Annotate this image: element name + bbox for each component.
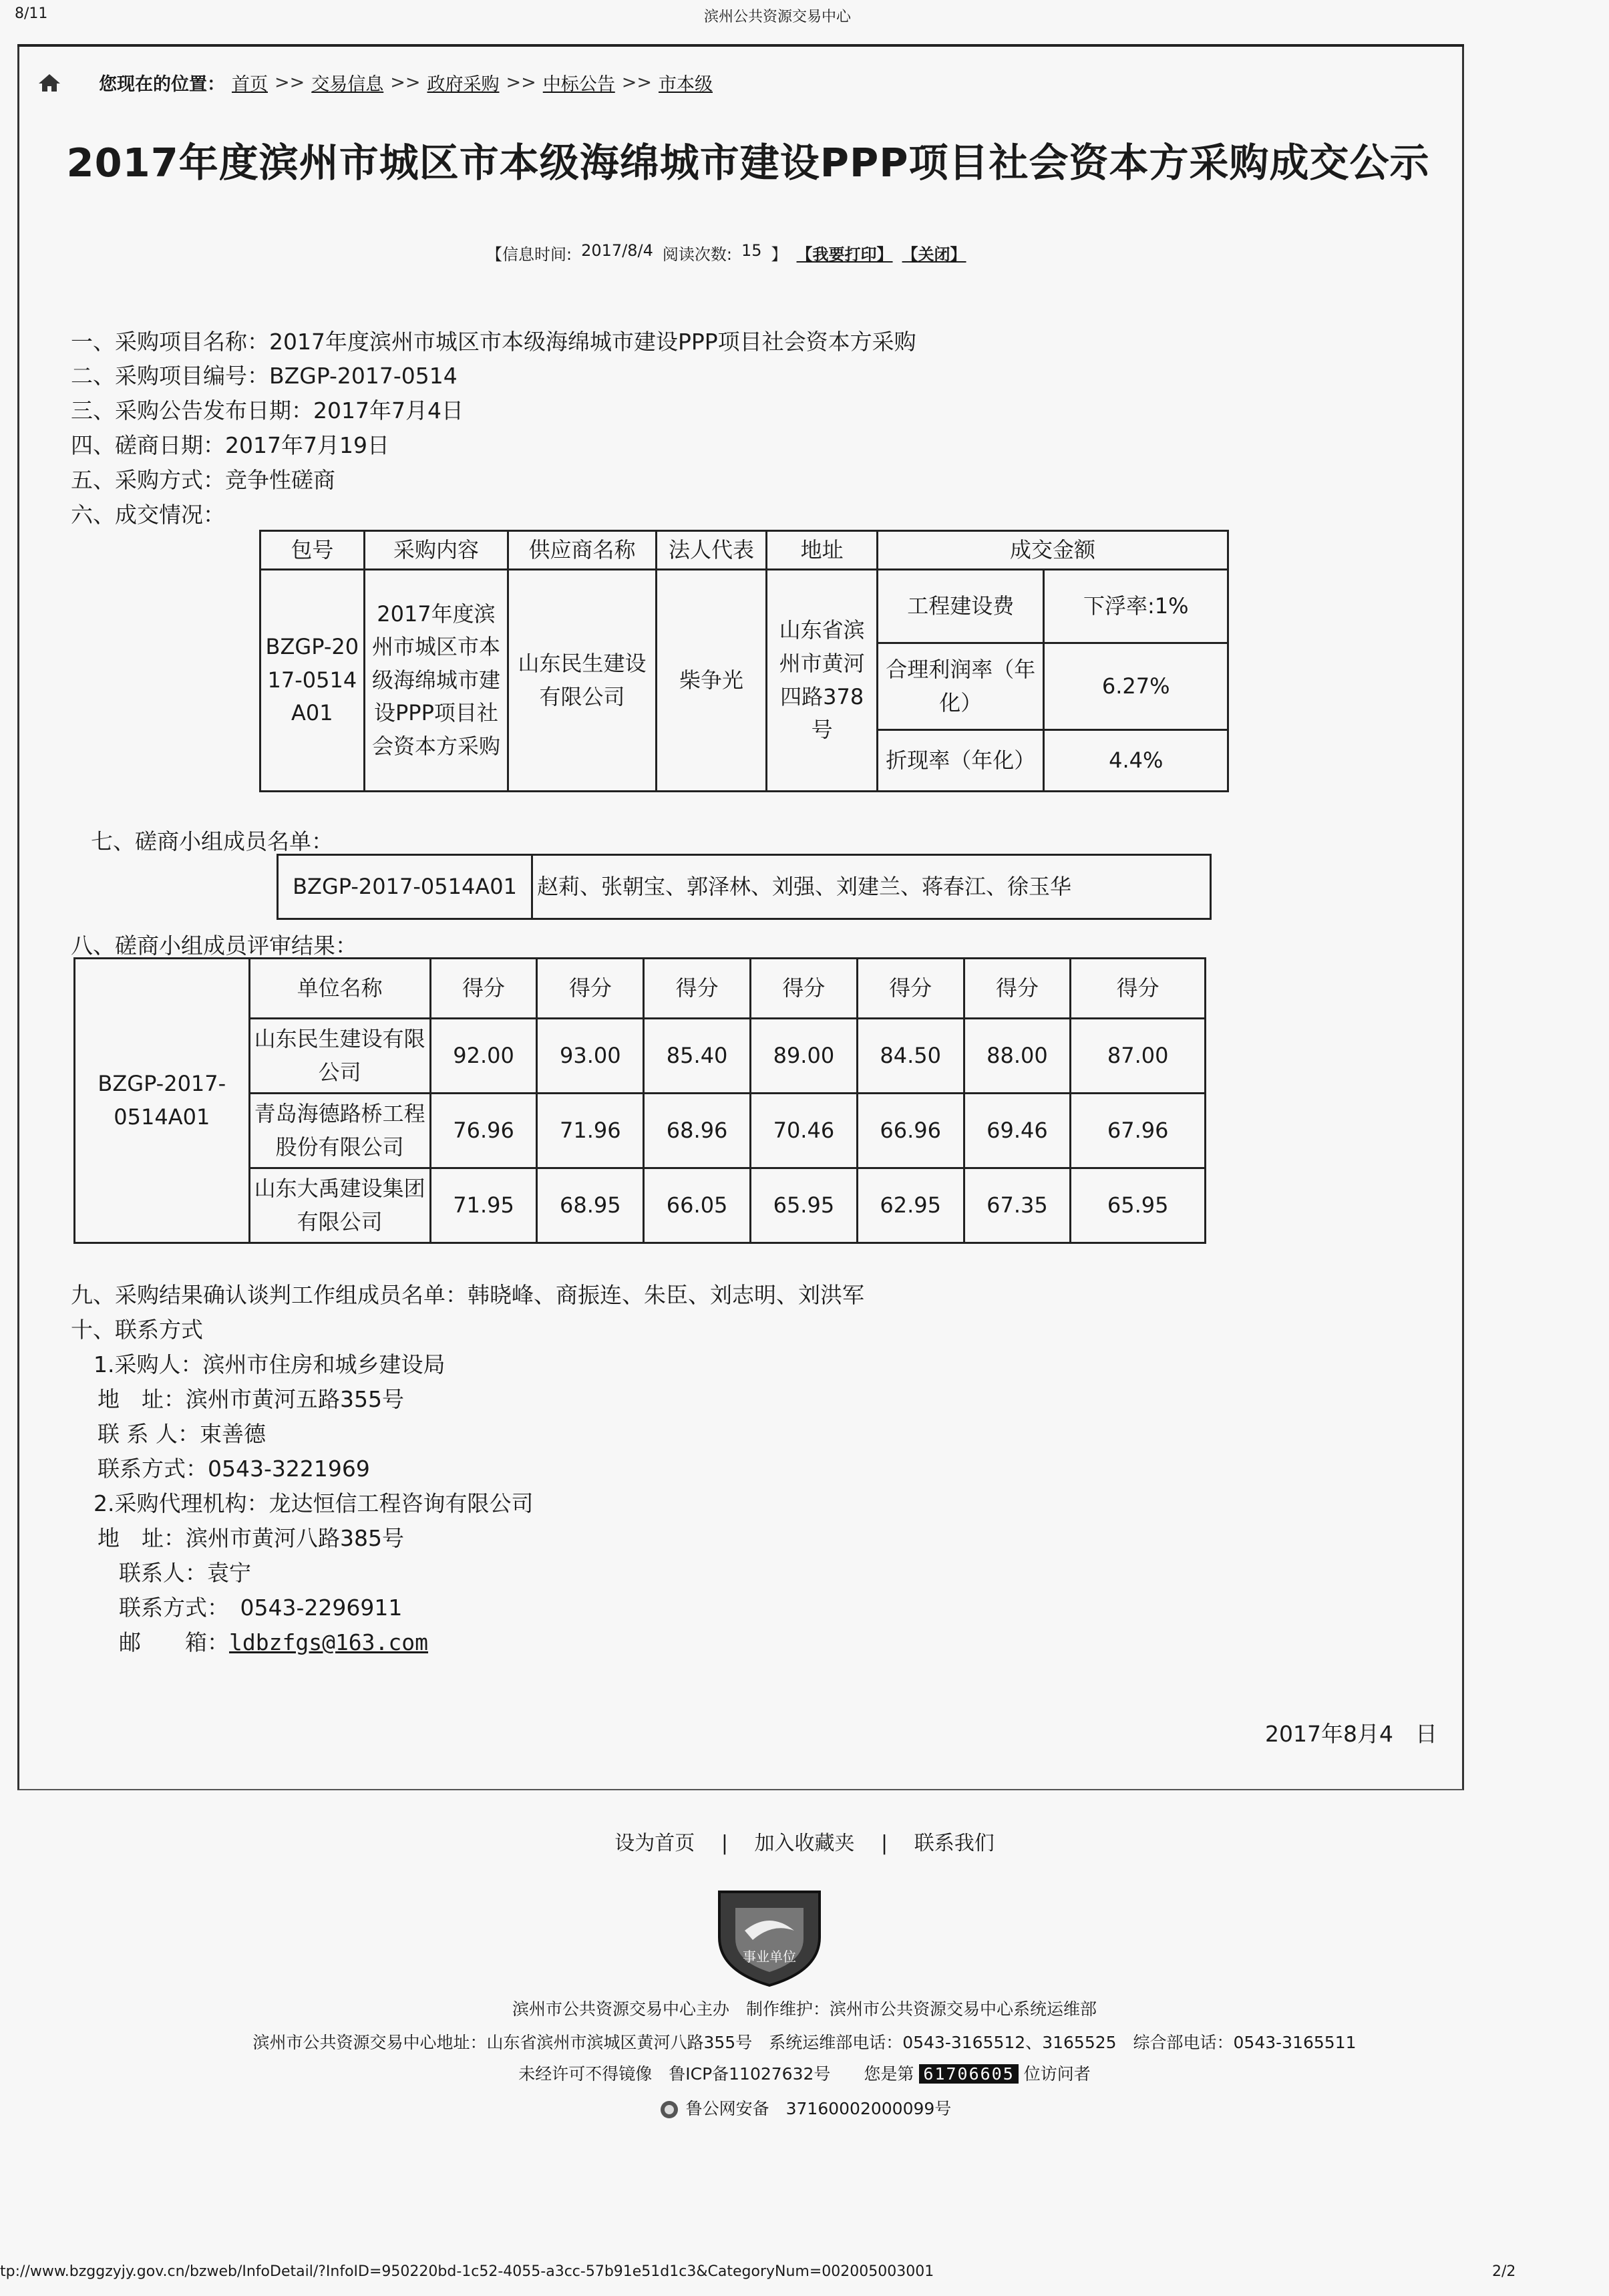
- print-page-number: 2/2: [1492, 2263, 1516, 2280]
- unit-name: 山东民生建设有限公司: [249, 1019, 430, 1094]
- contact-agency: 2.采购代理机构：龙达恒信工程咨询有限公司: [94, 1490, 534, 1516]
- score-cell: 62.95: [857, 1168, 964, 1243]
- contact-agency-address: 地 址：滨州市黄河八路385号: [98, 1525, 404, 1551]
- score-cell: 68.95: [537, 1168, 644, 1243]
- item-deal-status: 六、成交情况：: [71, 502, 225, 528]
- print-time: 8/11: [15, 5, 48, 22]
- score-cell: 84.50: [857, 1019, 964, 1094]
- footer-police: [0, 2096, 1609, 2120]
- header-supplier: 供应商名称: [508, 531, 656, 570]
- visitor-counter: 61706605: [919, 2064, 1018, 2084]
- item-contact: 十、联系方式: [71, 1317, 203, 1343]
- header-score: 得分: [644, 959, 751, 1019]
- read-count-label: 阅读次数:: [662, 245, 732, 264]
- badge-label: 事业单位: [743, 1949, 796, 1965]
- close-button[interactable]: 【关闭】: [902, 245, 966, 264]
- score-cell: 69.46: [964, 1094, 1071, 1168]
- top-rule: [17, 44, 1464, 47]
- footer-icp-text: 未经许可不得镜像 鲁ICP备11027632号 您是第: [518, 2064, 914, 2084]
- email-link[interactable]: ldbzfgs@163.com: [229, 1629, 429, 1655]
- item-project-name: 一、采购项目名称：2017年度滨州市城区市本级海绵城市建设PPP项目社会资本方采购: [71, 329, 916, 355]
- set-homepage-link[interactable]: 设为首页: [614, 1832, 695, 1855]
- item-confirm-group: 九、采购结果确认谈判工作组成员名单：韩晓峰、商振连、朱臣、刘志明、刘洪军: [71, 1282, 864, 1308]
- score-cell: 67.35: [964, 1168, 1071, 1243]
- breadcrumb-city-level[interactable]: 市本级: [659, 74, 713, 95]
- print-site-title: 滨州公共资源交易中心: [704, 9, 852, 25]
- header-deal-amount: 成交金额: [878, 531, 1228, 570]
- header-address: 地址: [767, 531, 878, 570]
- breadcrumb-separator: >>: [506, 72, 536, 93]
- header-package: 包号: [260, 531, 365, 570]
- item-review-results: 八、磋商小组成员评审结果：: [71, 933, 357, 959]
- footer-police-text: 鲁公网安备 37160002000099号: [685, 2099, 952, 2118]
- breadcrumb-gov-procurement[interactable]: 政府采购: [427, 74, 500, 95]
- contact-agency-phone: 联系方式： 0543-2296911: [119, 1595, 403, 1621]
- score-cell: 65.95: [751, 1168, 858, 1243]
- info-time-label: 【信息时间:: [486, 245, 572, 264]
- deal-package: BZGP-2017-0514A01: [260, 570, 365, 792]
- score-cell: 88.00: [964, 1019, 1071, 1094]
- score-table: [73, 957, 1206, 1244]
- score-cell: 67.96: [1071, 1094, 1206, 1168]
- score-cell: 92.00: [430, 1019, 537, 1094]
- unit-name: 青岛海德路桥工程股份有限公司: [249, 1094, 430, 1168]
- header-score: 得分: [537, 959, 644, 1019]
- page-title: 2017年度滨州市城区市本级海绵城市建设PPP项目社会资本方采购成交公示: [66, 140, 1430, 186]
- score-package: BZGP-2017-0514A01: [75, 959, 250, 1243]
- header-content: 采购内容: [364, 531, 508, 570]
- print-button[interactable]: 【我要打印】: [796, 245, 893, 264]
- breadcrumb: [37, 69, 713, 96]
- deal-address: 山东省滨州市黄河四路378号: [767, 570, 878, 792]
- header-score: 得分: [964, 959, 1071, 1019]
- breadcrumb-separator: >>: [621, 72, 652, 93]
- contact-us-link[interactable]: 联系我们: [914, 1832, 995, 1855]
- deal-supplier: 山东民生建设有限公司: [508, 570, 656, 792]
- item-panel-members: 七、磋商小组成员名单：: [91, 828, 333, 854]
- score-cell: 70.46: [751, 1094, 858, 1168]
- amount-value: 4.4%: [1044, 730, 1228, 792]
- header-score: 得分: [751, 959, 858, 1019]
- deal-table: [259, 530, 1229, 792]
- breadcrumb-trade-info[interactable]: 交易信息: [311, 74, 384, 95]
- header-score: 得分: [857, 959, 964, 1019]
- breadcrumb-separator: >>: [275, 72, 305, 93]
- unit-name: 山东大禹建设集团有限公司: [249, 1168, 430, 1243]
- item-negotiation-date: 四、磋商日期：2017年7月19日: [71, 432, 389, 458]
- score-cell: 68.96: [644, 1094, 751, 1168]
- amount-label: 工程建设费: [878, 570, 1044, 643]
- score-cell: 93.00: [537, 1019, 644, 1094]
- footer-icp: [0, 2061, 1609, 2085]
- footer-links: [0, 1826, 1609, 1856]
- panel-members: 赵莉、张朝宝、郭泽林、刘强、刘建兰、蒋春江、徐玉华: [532, 855, 1211, 919]
- deal-content: 2017年度滨州市城区市本级海绵城市建设PPP项目社会资本方采购: [364, 570, 508, 792]
- item-publish-date: 三、采购公告发布日期：2017年7月4日: [71, 397, 464, 424]
- score-cell: 71.95: [430, 1168, 537, 1243]
- score-cell: 65.95: [1071, 1168, 1206, 1243]
- header-legal-rep: 法人代表: [656, 531, 767, 570]
- home-icon[interactable]: [37, 73, 61, 93]
- header-score: 得分: [1071, 959, 1206, 1019]
- breadcrumb-award-notice[interactable]: 中标公告: [542, 74, 615, 95]
- footer-visitor-suffix: 位访问者: [1023, 2064, 1091, 2084]
- panel-package: BZGP-2017-0514A01: [278, 855, 532, 919]
- contact-purchaser-address: 地 址：滨州市黄河五路355号: [98, 1386, 404, 1412]
- public-institution-badge-icon[interactable]: [706, 1884, 833, 1988]
- footer-divider: |: [701, 1832, 748, 1855]
- amount-value: 6.27%: [1044, 643, 1228, 730]
- item-procurement-method: 五、采购方式：竞争性磋商: [71, 467, 335, 493]
- footer-address: 滨州市公共资源交易中心地址：山东省滨州市滨城区黄河八路355号 系统运维部电话：0543-3165512、3165525 综合部电话：0543-3165511: [252, 2033, 1357, 2052]
- contact-agency-person: 联系人：袁宁: [119, 1560, 251, 1586]
- amount-label: 合理利润率（年化）: [878, 643, 1044, 730]
- score-cell: 76.96: [430, 1094, 537, 1168]
- amount-label: 折现率（年化）: [878, 730, 1044, 792]
- header-unit: 单位名称: [249, 959, 430, 1019]
- contact-agency-email-row: [119, 1625, 428, 1657]
- header-score: 得分: [430, 959, 537, 1019]
- footer-divider: |: [861, 1832, 908, 1855]
- publish-date: 2017年8月4 日: [1265, 1721, 1437, 1747]
- contact-purchaser: 1.采购人：滨州市住房和城乡建设局: [94, 1351, 445, 1377]
- info-meta: [486, 241, 966, 265]
- add-favorite-link[interactable]: 加入收藏夹: [754, 1832, 855, 1855]
- read-count: 15: [741, 241, 762, 260]
- info-time: 2017/8/4: [581, 241, 653, 260]
- breadcrumb-separator: >>: [390, 72, 421, 93]
- score-cell: 66.96: [857, 1094, 964, 1168]
- contact-purchaser-person: 联 系 人：束善德: [98, 1421, 266, 1447]
- panel-table: [277, 854, 1212, 920]
- contact-purchaser-phone: 联系方式：0543-3221969: [98, 1456, 370, 1482]
- deal-legal-rep: 柴争光: [656, 570, 767, 792]
- email-label: 邮 箱：: [119, 1629, 229, 1655]
- meta-close-bracket: 】: [771, 245, 787, 264]
- footer-sponsor: 滨州市公共资源交易中心主办 制作维护：滨州市公共资源交易中心系统运维部: [512, 1999, 1097, 2019]
- amount-value: 下浮率:1%: [1044, 570, 1228, 643]
- score-cell: 87.00: [1071, 1019, 1206, 1094]
- score-cell: 71.96: [537, 1094, 644, 1168]
- item-project-number: 二、采购项目编号：BZGP-2017-0514: [71, 363, 458, 389]
- score-cell: 85.40: [644, 1019, 751, 1094]
- police-badge-icon: [658, 2100, 681, 2120]
- score-cell: 89.00: [751, 1019, 858, 1094]
- breadcrumb-label: 您现在的位置：: [99, 74, 225, 95]
- score-cell: 66.05: [644, 1168, 751, 1243]
- breadcrumb-home[interactable]: 首页: [232, 74, 268, 95]
- print-url: tp://www.bzggzyjy.gov.cn/bzweb/InfoDetail/?InfoID=950220bd-1c52-4055-a3cc-57b91e51d1c3&CategoryNum=002005003001: [0, 2263, 934, 2280]
